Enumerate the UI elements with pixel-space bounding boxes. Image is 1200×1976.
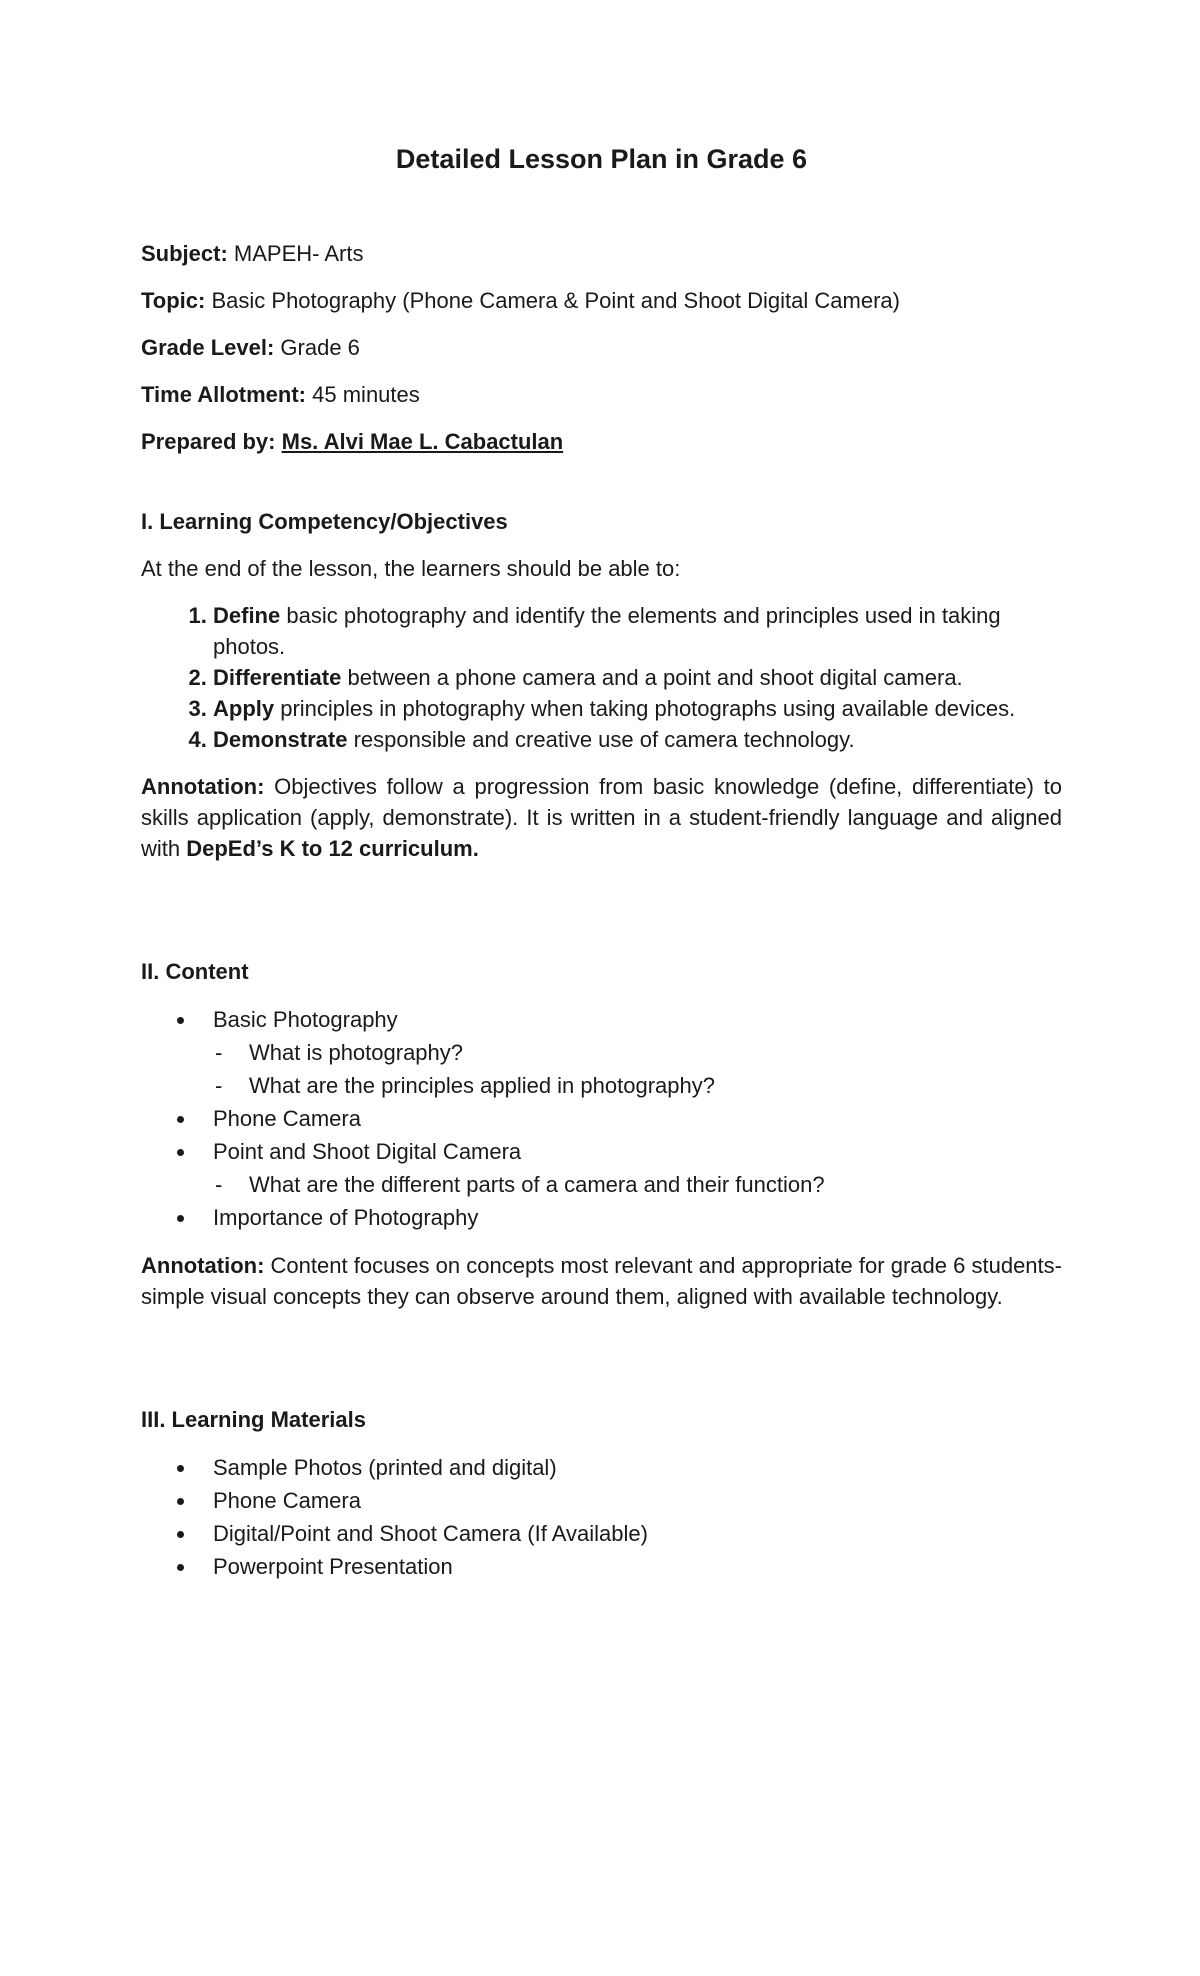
meta-subject: [141, 238, 1062, 269]
sub-list-item-text: What is photography?: [249, 1040, 464, 1065]
list-item: [141, 1517, 1062, 1550]
topic-label: Topic:: [141, 288, 206, 313]
objective-text: principles in photography when taking photographs using available devices.: [274, 696, 1016, 721]
annotation-label: Annotation:: [141, 774, 265, 799]
dash-icon: -: [215, 1172, 223, 1197]
objective-item: [213, 693, 1062, 724]
annotation-text: Objectives follow a progression from basic knowledge (define, differentiate) to skills application (apply, demonstrate). It is written in a student-friendly language and aligned with: [141, 774, 1062, 861]
sub-list: [213, 1168, 1062, 1201]
topic-value: Basic Photography (Phone Camera & Point and Shoot Digital Camera): [211, 288, 900, 313]
list-item: [141, 1451, 1062, 1484]
objective-verb: Define: [213, 603, 281, 628]
list-item: [141, 1003, 1062, 1102]
document-title: Detailed Lesson Plan in Grade 6: [395, 144, 808, 174]
list-item: [141, 1484, 1062, 1517]
content-annotation: [141, 1250, 1062, 1312]
sub-list-item: [213, 1168, 1062, 1201]
sub-list: [213, 1036, 1062, 1102]
bullet-icon: [177, 1465, 184, 1472]
time-label: Time Allotment:: [141, 382, 307, 407]
subject-value: MAPEH- Arts: [233, 241, 364, 266]
list-item: [141, 1550, 1062, 1583]
bullet-icon: [177, 1116, 184, 1123]
list-item-text: Importance of Photography: [213, 1205, 479, 1230]
bullet-icon: [177, 1531, 184, 1538]
bullet-icon: [177, 1017, 184, 1024]
objectives-list: [141, 600, 1062, 755]
section-content-heading: II. Content: [141, 959, 249, 984]
bullet-icon: [177, 1564, 184, 1571]
section-spacer: [141, 1328, 1062, 1356]
annotation-text: Content focuses on concepts most relevant and appropriate for grade 6 students-simple visual concepts they can observe around them, aligned with available technology.: [141, 1253, 1062, 1309]
list-item-text: Basic Photography: [213, 1007, 398, 1032]
bullet-icon: [177, 1149, 184, 1156]
section-objectives-heading: I. Learning Competency/Objectives: [141, 509, 508, 534]
objective-text: between a phone camera and a point and shoot digital camera.: [341, 665, 963, 690]
objective-text: responsible and creative use of camera technology.: [347, 727, 855, 752]
prepared-value: Ms. Alvi Mae L. Cabactulan: [281, 429, 564, 454]
objective-verb: Apply: [213, 696, 275, 721]
objective-verb: Demonstrate: [213, 727, 348, 752]
sub-list-item: [213, 1036, 1062, 1069]
time-value: 45 minutes: [312, 382, 420, 407]
prepared-label: Prepared by:: [141, 429, 276, 454]
list-item-text: Powerpoint Presentation: [213, 1554, 453, 1579]
annotation-bold-text: DepEd’s K to 12 curriculum.: [186, 836, 479, 861]
objective-item: [213, 662, 1062, 693]
bullet-icon: [177, 1498, 184, 1505]
objective-text: basic photography and identify the elements and principles used in taking photos.: [213, 603, 1001, 659]
sub-list-item: [213, 1069, 1062, 1102]
bullet-icon: [177, 1215, 184, 1222]
list-item: [141, 1102, 1062, 1135]
meta-grade-level: [141, 332, 1062, 363]
annotation-label: Annotation:: [141, 1253, 265, 1278]
grade-label: Grade Level:: [141, 335, 275, 360]
meta-topic: [141, 285, 1062, 316]
objectives-intro: At the end of the lesson, the learners should be able to:: [141, 556, 681, 581]
grade-value: Grade 6: [280, 335, 360, 360]
list-item-text: Phone Camera: [213, 1488, 361, 1513]
section-spacer: [141, 880, 1062, 908]
objective-verb: Differentiate: [213, 665, 342, 690]
list-item-text: Digital/Point and Shoot Camera (If Available): [213, 1521, 648, 1546]
lesson-meta: [141, 238, 1062, 457]
meta-prepared-by: [141, 426, 1062, 457]
list-item: [141, 1135, 1062, 1201]
sub-list-item-text: What are the principles applied in photography?: [249, 1073, 715, 1098]
dash-icon: -: [215, 1040, 223, 1065]
materials-list: [141, 1451, 1062, 1583]
objectives-annotation: [141, 771, 1062, 864]
list-item-text: Phone Camera: [213, 1106, 361, 1131]
section-materials-heading: III. Learning Materials: [141, 1407, 366, 1432]
list-item-text: Point and Shoot Digital Camera: [213, 1139, 522, 1164]
content-list: [141, 1003, 1062, 1234]
list-item-text: Sample Photos (printed and digital): [213, 1455, 557, 1480]
list-item: [141, 1201, 1062, 1234]
dash-icon: -: [215, 1073, 223, 1098]
meta-time-allotment: [141, 379, 1062, 410]
sub-list-item-text: What are the different parts of a camera and their function?: [249, 1172, 825, 1197]
objective-item: [213, 600, 1062, 662]
objective-item: [213, 724, 1062, 755]
subject-label: Subject:: [141, 241, 228, 266]
